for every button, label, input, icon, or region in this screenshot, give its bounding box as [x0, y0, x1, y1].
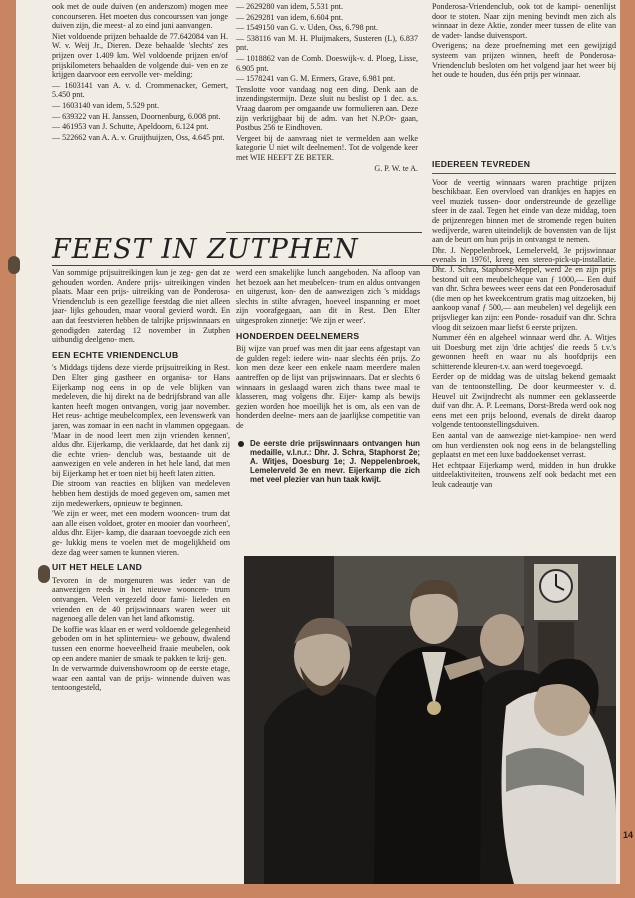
result-line: — 1549150 van G. v. Uden, Oss, 6.798 pnt.: [236, 23, 379, 33]
paragraph: Tenslotte voor vandaag nog een ding. Denk aan de inzendingstermijn. Deze sluit nu beslist op 1 dec. a.s. Vraag daarom per omgaande uw formulieren aan. Deze zijn verkrijgbaar bij de adm. van het N.P.Or- gaan, Postbus 256 te Eindhoven.: [236, 84, 418, 133]
result-line: — 2629281 van idem, 6.604 pnt.: [236, 12, 344, 22]
paragraph: Voor de veertig winnaars waren prachtige prijzen beschikbaar. Een overvloed van drankjes en hapjes en veel muziek tussen- door onderstreunde de gezellige sfeer in de zaal. Tegen het einde van deze middag, toen de prijzenregen binnen met de stromende regen buiten wedijverde, waren uiteindelijk de bovensten van de lijst aan de beurt om hun prijs in ontvangst te nemen.: [432, 177, 616, 245]
section-heading: UIT HET HELE LAND: [52, 562, 143, 573]
result-line: — 2629280 van idem, 5.531 pnt.: [236, 2, 344, 11]
result-line: — 1603141 van A. v. d. Crommenacker, Gemert, 5.450 pnt.: [52, 80, 228, 100]
paragraph: 's Middags tijdens deze vierde prijsuitreiking in Rest. Den Elter ging gastheer en organisa- tor Hans Eijerkamp nog eens in op de vele blijken van medeleven, die hij direkt na de bedrijfsbrand van alle kanten heeft mogen ontvangen, vorig jaar november. Het reus- achtige meubelcomplex, een levenswerk van jaren, was zomaar in een nacht in vlammen opgegaan. 'Maar in de nood leert men zijn vrienden kennen', aldus dhr. Eijerkamp, die verklaarde, dat het dank zij die echte vrien- denclub was, bestaande uit de aanwezigen en vele anderen in het hele land, dat men bij Eijerkamp het er toen niet bij heeft laten zitten.: [52, 363, 230, 478]
result-line: — 461953 van J. Schutte, Apeldoorn, 6.124 pnt.: [52, 122, 209, 132]
section-heading: IEDEREEN TEVREDEN: [432, 159, 531, 169]
paragraph: Nummer één en algeheel winnaar werd dhr. A. Witjes uit Doesburg met zijn 'drie achtjes' die reeds 5 t.v.'s gewonnen heeft en waar nu als hoofdprijs een schitterende kleuren-t.v. aan werd toegevoegd.: [432, 333, 616, 371]
award-ceremony-photo: [244, 556, 616, 884]
paragraph: Niet voldoende prijzen behaalde de 77.642084 van H. W. v. Weij Jr., Dieren. Deze behaalde 'slechts' zes prijzen over 1.409 km. Wel voldoende prijzen en/of prijskilometers behaalden de volgende dui- ven en ze krijgen daarvoor een eervolle ver- melding:: [52, 31, 228, 80]
section-heading: EEN ECHTE VRIENDENCLUB: [52, 349, 179, 360]
photo-illustration: [244, 556, 616, 884]
paragraph: Overigens; na deze proefneming met een gewijzigd systeem van prijzen winnen, heeft de Ponderosa-Vriendenclub besloten om het volgend jaar het weer bij het oude te houden, dus één prijs per winnaar.: [432, 41, 616, 80]
paragraph: De koffie was klaar en er werd voldoende gelegenheid geboden om in het splinternieu- we gebouw, dwalend tussen een enorme hoeveelheid fraaie meubelen, ook op een andere manier de smaak te pakken te krij- gen.: [52, 624, 230, 663]
result-line: — 1018862 van de Comb. Doeswijk-v. d. Ploeg, Lisse, 6.905 pnt.: [236, 53, 418, 73]
result-line: — 639322 van H. Janssen, Doornenburg, 6.008 pnt.: [52, 111, 221, 121]
left-column: [52, 268, 230, 694]
top-right-column: [432, 2, 616, 81]
paragraph: Dhr. J. Neppelenbroek, Lemelerveld, 3e prijswinnaar evenals in 1976!, kreeg een stereo-pick-up-installatie. Dhr. J. Schra, Staphorst-Meppel, werd 2e en zijn prijs bestond uit een meubelcheque van ƒ 1000,— Een duif van dhr. Schra bewees weer eens dat een Ponderosaduif (die men op het kweekcentrum gratis mag uitzoeken, bij aankoop vanaf ƒ 500,— aan meubelen) vel degelijk een prijsvlieger kan zijn: een Ponde- rosaduif van dhr. Schra vloog dit seizoen maar liefst 6 eerste prijzen.: [432, 245, 616, 332]
binder-hole: [8, 256, 20, 274]
middle-column: [236, 268, 420, 485]
result-line: — 538116 van M. H. Pluijmakers, Susteren (L), 6.837 pnt.: [236, 33, 418, 53]
top-middle-column: [236, 2, 418, 174]
result-line: — 522662 van A. A. v. Gruijthuijzen, Oss, 4.645 pnt.: [52, 132, 225, 142]
section-heading: HONDERDEN DEELNEMERS: [236, 330, 360, 341]
paragraph: In de verwarmde duivenshowroom op de eerste etage, waar een aantal van de prijs- winnende duiven was tentoongesteld,: [52, 664, 230, 693]
heading-rule: [432, 173, 616, 174]
paragraph: 'We zijn er weer, met een modern wooncen- trum dat aan alle eisen voldoet, groter en mooier dan voorheen', aldus dhr. Eijer- kamp, die daaraan toevoegde zich een ge- lukkig mens te voelen met de mogelijkheid om deze dag weer samen te kunnen vieren.: [52, 509, 230, 557]
paragraph: Vergeet bij de aanvraag niet te vermelden aan welke kategorie U niet wilt deelnemen!. Tot de volgende keer met WIE HEEFT ZE BETER.: [236, 133, 418, 162]
paragraph: ook met de oude duiven (en anderszom) mogen mee concourseren. Het moeten dus concourssen van jonge duiven zijn, die meest- al zo eind juni aanvangen.: [52, 2, 228, 31]
paragraph: Eerder op de middag was de uitslag bekend gemaakt van de tentoonstelling. De door keurmeester v. d. Heuvel uit Zwijndrecht als nummer een geklasseerde duif van dhr. A. P. Leemans, Dorst-Breda werd ook nog eens met een prijs beloond, evenals de direkt daarop volgende tentoonstellingsduiven.: [432, 372, 616, 430]
binder-hole: [38, 565, 50, 583]
divider: [226, 232, 422, 233]
result-line: — 1578241 van G. M. Ermers, Grave, 6.981 pnt.: [236, 74, 396, 84]
paragraph: werd een smakelijke lunch aangeboden. Na afloop van het bezoek aan het meubelcen- trum en aldus ontvangen en uitgerust, kon- den de aanwezigen zich 's middags slechts in stilte afvragen, hoeveel inspanning er moet zijn voorafgegaan, aan dit in Rest. Den Elter uitgesproken zinnetje: 'We zijn er weer'.: [236, 268, 420, 325]
author-signature: G. P. W. te A.: [374, 163, 418, 173]
intro-paragraph: Van sommige prijsuitreikingen kun je zeg- gen dat ze gehouden worden. Andere prijs- uitreikingen vinden plaats. Maar een prijs- uitreiking van de Ponderosa-Vriendenclub is een gezellige feestdag die niet alleen jaar- lijks gehouden, maar vooral gevierd wordt. En aan dat feestvieren hebben de talrijke prijswinnaars en genodigden zaterdag 12 november in Zutphen uitbundig deelgeno- men.: [52, 268, 230, 345]
paragraph: Tevoren in de morgenuren was ieder van de aanwezigen reeds in het nieuwe wooncen- trum ontvangen. Velen vergezeld door fami- lieleden en vrienden en de 40 prijswinnaars waren weer uit nagenoeg alle delen van het land afkomstig.: [52, 575, 230, 624]
photo-caption: [236, 439, 420, 485]
top-left-column: [52, 2, 228, 143]
paragraph: Die stroom van reacties en blijken van medeleven hebben hem destijds de moed gegeven om, samen met zijn medewerkers, opnieuw te beginnen.: [52, 479, 230, 508]
caption-text: De eerste drie prijswinnaars ontvangen hun medaille, v.l.n.r.: Dhr. J. Schra, Staphorst 2e; A. Witjes, Doesburg 1e; J. Neppelenbroek, Lemelerveld 3e en mevr. Eijerkamp die zich met veel plezier van hun taak kwijt.: [250, 438, 420, 485]
page-number: 14: [622, 830, 633, 840]
paragraph: Een aantal van de aanwezige niet-kampioe- nen werd om hun verdiensten ook nog eens in de belangstelling geplaatst en met een luxe baddoekenset verrast.: [432, 431, 616, 460]
paragraph: Ponderosa-Vriendenclub, ook tot de kampi- oenenlijst door te stoten. Naar zijn mening bevindt men zich als winnaar in deze Aktie, zonder meer tussen de elite van de vader- landse duivensport.: [432, 2, 616, 40]
paragraph: Bij wijze van proef was men dit jaar eens afgestapt van de gulden regel: iedere win- naar slechts één prijs. Zo kon men deze keer een enkele naam meerdere malen aantreffen op de lijst van prijswinnaars. Dat er slechts 6 winnaars in geslaagd waren zich thans twee maal te klasseren, mag volgens dhr. Eijer- kamp als bewijs gezien worden hoe moeilijk het is om, als een van de honderden deelne- mers aan de jaarlijkse competitie van de: [236, 344, 420, 430]
right-column: [432, 154, 616, 491]
paragraph: Het echtpaar Eijerkamp werd, midden in hun drukke uitdeelaktiviteiten, trouwens zelf ook bedacht met een leuk cadeautje van: [432, 460, 616, 489]
result-line: — 1603140 van idem, 5.529 pnt.: [52, 100, 160, 110]
article-title: FEEST IN ZUTPHEN: [52, 234, 359, 265]
bullet-icon: [238, 441, 244, 447]
